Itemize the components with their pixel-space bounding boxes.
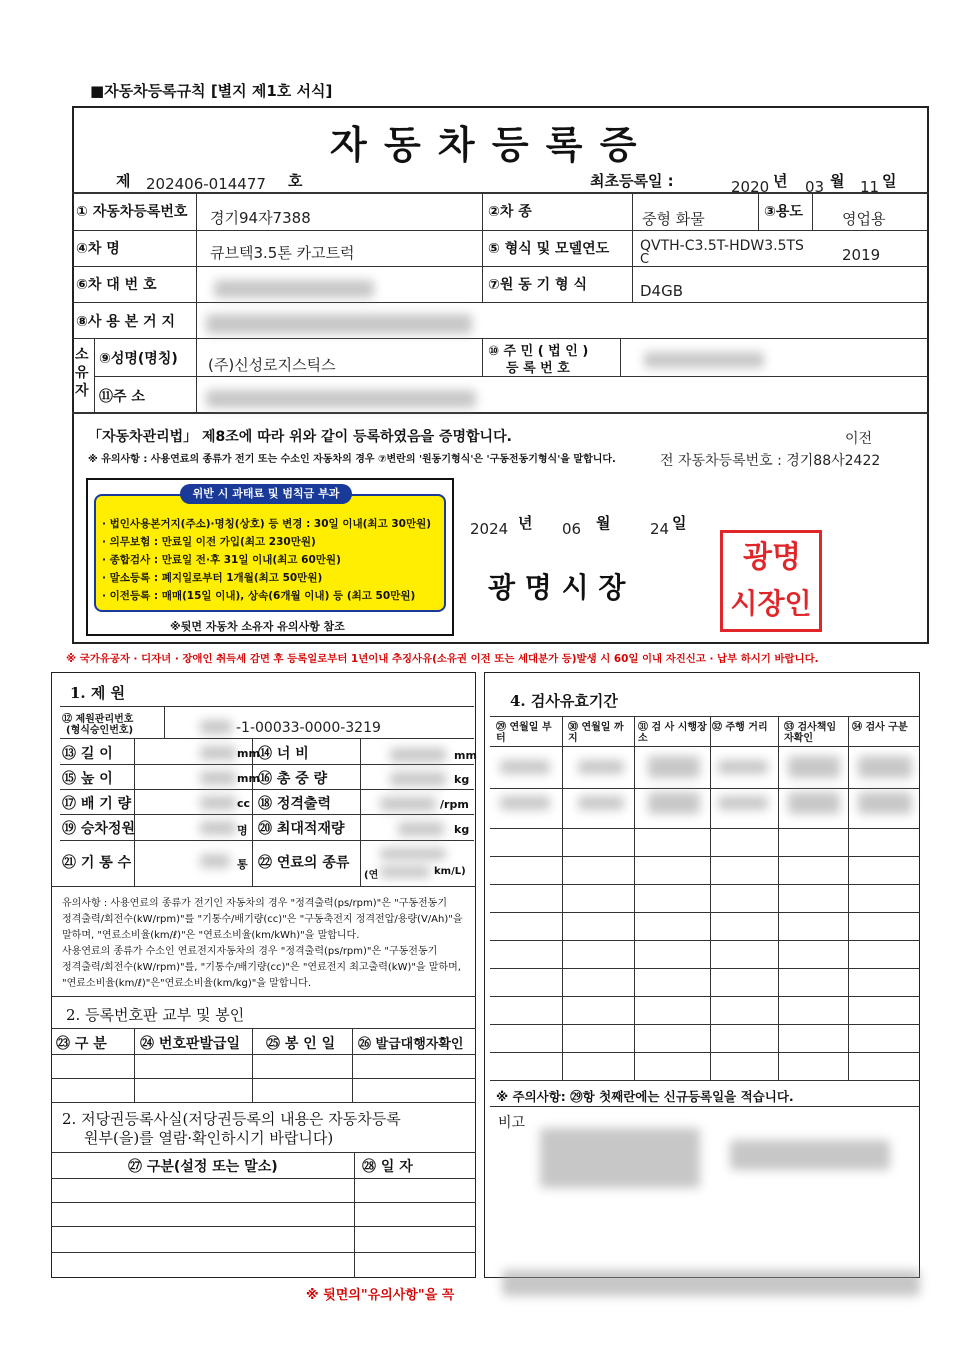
remarks-redacted: [730, 1140, 890, 1170]
fuel-redacted: [380, 848, 446, 860]
spec-note-3: 말하며, "연료소비율(km/ℓ)"은 "연료소비율(km/kWh)"을 말합니다.: [62, 930, 360, 941]
inspection-row-redacted: [578, 796, 624, 810]
inspection-row-redacted: [578, 760, 624, 774]
first-reg-year-unit: 년: [773, 172, 788, 190]
issue-month: 06: [562, 520, 582, 538]
penalty-item-2: · 의무보험 : 만료일 이전 가입(최고 230만원): [102, 536, 316, 548]
length-unit: mm: [237, 747, 260, 760]
height-redacted: [200, 771, 236, 785]
issuer-name: 광 명 시 장: [488, 571, 626, 604]
penalty-item-3: · 종합검사 : 만료일 전·후 31일 이내(최고 60만원): [102, 554, 341, 566]
model-suffix: C: [640, 252, 650, 267]
length-label: ⑬ 길 이: [62, 746, 113, 762]
fuel-label: ㉒ 연료의 종류: [258, 855, 350, 871]
seal-text-top: 광명: [743, 540, 801, 575]
number-suffix: 호: [288, 172, 303, 190]
resident-label-1: ⑩ 주 민 ( 법 인 ): [488, 344, 589, 359]
power-unit: /rpm: [440, 798, 469, 811]
inspection-row-redacted: [648, 756, 700, 778]
inspection-title: 4. 검사유효기간: [510, 692, 618, 710]
plate-header-agent: ㉖ 발급대행자확인: [358, 1037, 464, 1052]
mortgage-title-2: 원부(을)를 열람·확인하시기 바랍니다): [84, 1129, 334, 1147]
owner-name-label: ⑨성명(명칭): [99, 351, 178, 367]
official-seal: [720, 530, 822, 632]
power-label: ⑱ 정격출력: [258, 796, 331, 812]
plate-header-type: ㉓ 구 분: [56, 1036, 107, 1052]
fuel-eff-unit: km/L): [434, 866, 466, 877]
weight-redacted: [390, 772, 446, 786]
mortgage-header-type: ㉗ 구분(설정 또는 말소): [128, 1159, 278, 1175]
height-label: ⑮ 높 이: [62, 771, 113, 787]
power-redacted: [380, 797, 436, 811]
spec-note-1: 유의사항 : 사용연료의 종류가 전기인 자동차의 경우 "정격출력(ps/rpm)"은 "구동전동기: [62, 898, 447, 909]
length-redacted: [200, 746, 236, 760]
mgmt-no: -1-00033-0000-3219: [236, 720, 381, 736]
inspection-row-redacted: [788, 756, 840, 778]
width-redacted: [390, 748, 446, 762]
bottom-redacted: [502, 1270, 920, 1296]
max-load-redacted: [398, 822, 444, 836]
seats-redacted: [200, 821, 236, 835]
inspection-row-redacted: [500, 796, 550, 810]
engine-value: D4GB: [640, 282, 684, 300]
inspection-header-mileage: ㉜ 주행 거리: [712, 722, 768, 733]
displacement-label: ⑰ 배 기 량: [62, 796, 132, 812]
seats-label: ⑲ 승차정원: [62, 821, 135, 837]
width-unit: mm: [454, 749, 477, 762]
type-label: ②차 종: [488, 204, 532, 220]
transfer-label: 이전: [845, 431, 873, 447]
weight-unit: kg: [454, 773, 470, 786]
max-load-label: ⑳ 최대적재량: [258, 821, 345, 837]
reg-no-label: ① 자동차등록번호: [76, 204, 188, 220]
engine-label: ⑦원 동 기 형 식: [488, 277, 587, 293]
inspection-row-redacted: [718, 796, 768, 810]
fuel-eff-prefix: (연: [364, 870, 379, 881]
penalty-item-4: · 말소등록 : 폐지일로부터 1개월(최고 50만원): [102, 572, 323, 584]
model-label: ⑤ 형식 및 모델연도: [488, 241, 610, 257]
penalty-item-5: · 이전등록 : 매매(15일 이내), 상속(6개월 이내) 등 (최고 50만원): [102, 590, 416, 602]
remarks-redacted: [540, 1128, 700, 1188]
issue-day-unit: 일: [672, 514, 687, 532]
certificate-number: 202406-014477: [146, 175, 266, 193]
cylinders-redacted: [200, 854, 230, 868]
inspection-row-redacted: [858, 792, 912, 814]
mgmt-label-2: (형식승인번호): [66, 725, 134, 736]
mortgage-header-date: ㉘ 일 자: [362, 1159, 413, 1175]
displacement-unit: cc: [237, 797, 251, 810]
red-notice: ※ 국가유공자 · 디자녀 · 장애인 취득세 감면 후 등록일로부터 1년이내 추징사유(소유권 이전 또는 세대분가 등)발생 시 60일 이내 자진신고 · 납부 하시기 바랍니다.: [66, 653, 819, 665]
issue-year-unit: 년: [518, 514, 533, 532]
previous-reg-no: 전 자동차등록번호 : 경기88사2422: [660, 453, 881, 469]
base-redacted: [206, 314, 472, 334]
resident-redacted: [644, 352, 764, 368]
certification-note: ※ 유의사항 : 사용연료의 종류가 전기 또는 수소인 자동차의 경우 ⑦변란의 '원동기형식'은 '구동전동기형식'을 말합니다.: [88, 454, 616, 465]
model-year: 2019: [842, 246, 881, 264]
penalty-footer: ※뒷면 자동차 소유자 유의사항 참조: [170, 620, 345, 633]
weight-label: ⑯ 총 중 량: [258, 771, 328, 787]
certification-text: 「자동차관리법」 제8조에 따라 위와 같이 등록하였음을 증명합니다.: [88, 429, 512, 445]
spec-title: 1. 제 원: [70, 684, 126, 702]
name-label: ④차 명: [76, 241, 120, 257]
inspection-header-from: ㉙ 연월일 부터: [496, 722, 552, 744]
inspection-row-redacted: [500, 760, 550, 774]
address-redacted: [206, 390, 476, 408]
spec-note-6: "연료소비율(km/ℓ)"은"연료소비율(km/kg)"을 말합니다.: [62, 978, 311, 989]
first-reg-year: 2020: [731, 178, 770, 196]
document-title: 자 동 차 등 록 증: [330, 122, 639, 167]
plate-header-issue-date: ㉔ 번호판발급일: [140, 1036, 241, 1052]
penalty-item-1: · 법인사용본거지(주소)·명칭(상호) 등 변경 : 30일 이내(최고 30만원): [102, 518, 432, 530]
number-prefix: 제: [116, 172, 131, 190]
first-reg-day: 11: [860, 178, 880, 196]
inspection-row-redacted: [858, 756, 912, 778]
width-label: ⑭ 너 비: [258, 746, 309, 762]
height-unit: mm: [237, 772, 260, 785]
usage-value: 영업용: [842, 210, 886, 228]
first-reg-month-unit: 월: [830, 172, 845, 190]
reg-no-value: 경기94자7388: [210, 209, 311, 227]
spec-note-2: 정격출력/회전수(kW/rpm)"를 "기통수/배기량(cc)"은 "구동축전지 정격전압/용량(V/Ah)"을: [62, 914, 463, 925]
inspection-row-redacted: [648, 792, 700, 814]
name-value: 큐브텍3.5톤 카고트럭: [210, 244, 355, 262]
plate-title: 2. 등록번호판 교부 및 봉인: [66, 1006, 245, 1024]
bottom-notice: ※ 뒷면의"유의사항"을 꼭: [306, 1288, 455, 1303]
issue-day: 24: [650, 520, 670, 538]
inspection-note: ※ 주의사항: ㉙항 첫째란에는 신규등록일을 적습니다.: [496, 1089, 794, 1104]
penalty-box: [86, 478, 454, 636]
usage-label: ③용도: [764, 204, 803, 220]
type-value: 중형 화물: [642, 210, 705, 228]
address-label: ⑪주 소: [99, 389, 145, 405]
displacement-redacted: [200, 796, 236, 810]
inspection-header-kind: ㉞ 검사 구분: [852, 722, 908, 733]
owner-side-label: 소유자: [75, 347, 89, 399]
first-reg-day-unit: 일: [882, 172, 897, 190]
inspection-row-redacted: [718, 760, 768, 774]
base-label: ⑧사 용 본 거 지: [76, 314, 175, 330]
form-reference: ■자동차등록규칙 [별지 제1호 서식]: [90, 82, 333, 100]
penalty-header: 위반 시 과태료 및 범칙금 부과: [180, 484, 352, 504]
plate-header-seal-date: ㉕ 봉 인 일: [266, 1036, 336, 1052]
mgmt-prefix-redacted: [200, 720, 232, 734]
remarks-label: 비고: [498, 1115, 526, 1131]
spec-note-4: 사용연료의 종류가 수소인 연료전지자동차의 경우 "정격출력(ps/rpm)"은 "구동전동기: [62, 946, 438, 957]
issue-year: 2024: [470, 520, 509, 538]
cylinders-label: ㉑ 기 통 수: [62, 855, 132, 871]
mgmt-label-1: ⑫ 제원관리번호: [62, 714, 134, 725]
resident-label-2: 등 록 번 호: [506, 361, 570, 376]
spec-note-5: 정격출력/회전수(kW/rpm)"를, "기통수/배기량(cc)"은 "연료전지 최고출력(kW)"을 말하며,: [62, 962, 461, 973]
fuel-eff-redacted: [380, 866, 430, 878]
model-value: QVTH-C3.5T-HDW3.5TS: [640, 238, 804, 254]
max-load-unit: kg: [454, 823, 470, 836]
inspection-header-to: ㉚ 연월일 까지: [568, 722, 624, 744]
issue-month-unit: 월: [596, 514, 611, 532]
cylinders-unit: 통: [237, 858, 248, 871]
seats-unit: 명: [237, 824, 248, 837]
inspection-row-redacted: [788, 792, 840, 814]
seal-text-bottom: 시장인: [730, 587, 812, 620]
first-reg-month: 03: [805, 178, 825, 196]
inspection-header-place: ㉛ 검 사 시행장소: [638, 722, 707, 744]
first-reg-label: 최초등록일 :: [590, 172, 674, 190]
vin-redacted: [214, 280, 374, 298]
inspection-header-inspector: ㉝ 검사책임 자확인: [784, 722, 837, 744]
owner-name-value: (주)신성로지스틱스: [208, 356, 336, 374]
mortgage-title-1: 2. 저당권등록사실(저당권등록의 내용은 자동차등록: [62, 1110, 401, 1128]
vin-label: ⑥차 대 번 호: [76, 277, 157, 293]
